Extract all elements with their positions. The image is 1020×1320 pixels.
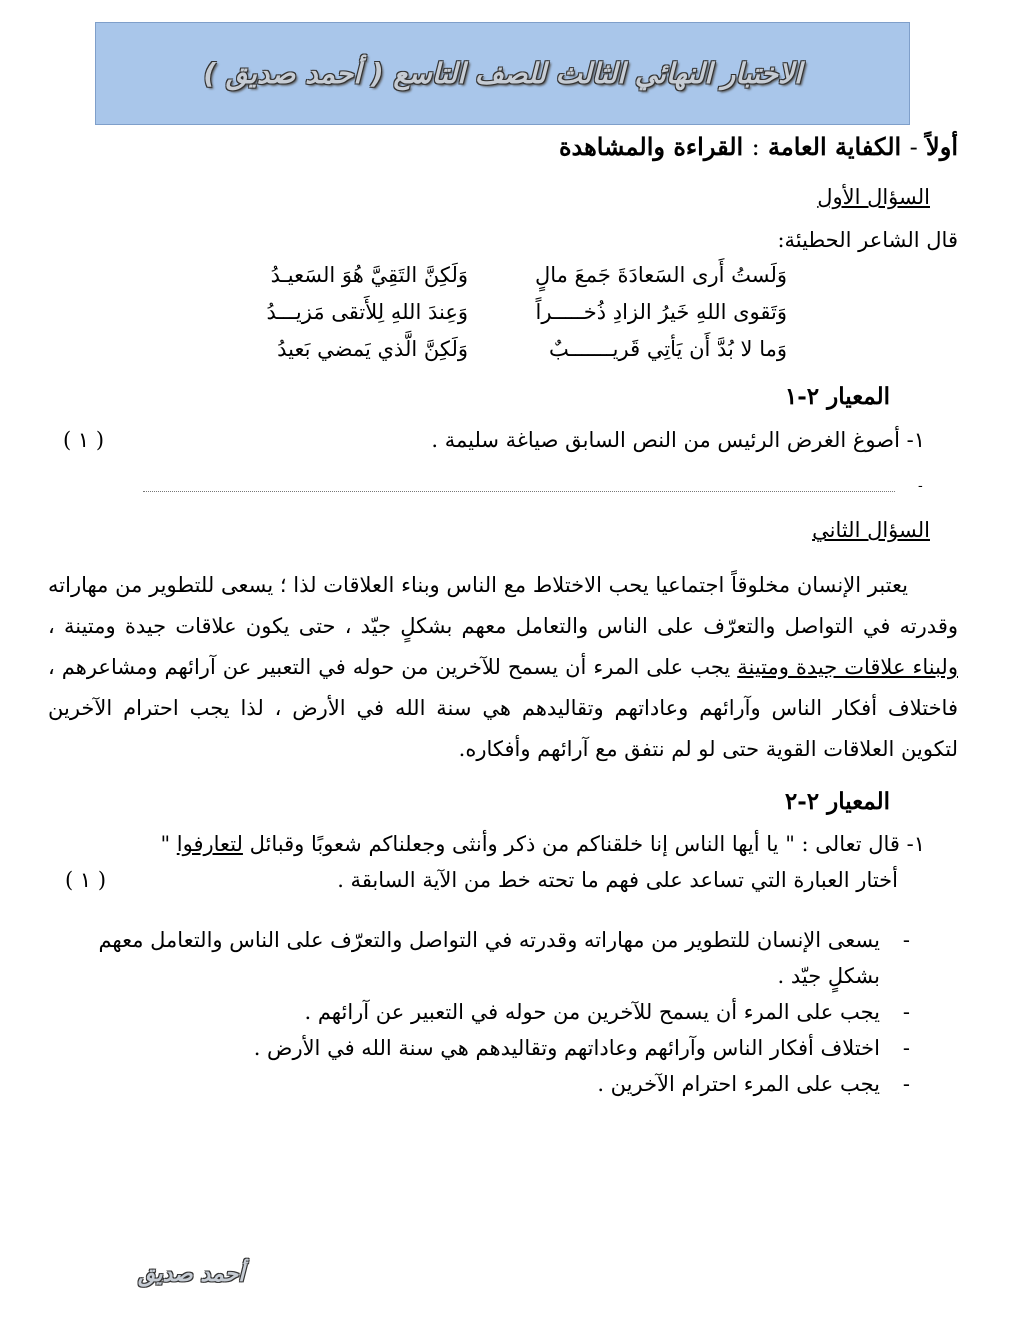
standard-2-1: المعيار ٢-١ (784, 383, 890, 410)
verse-2-second: وَعِندَ اللهِ لِلأَتقى مَزيـــدُ (266, 300, 468, 324)
answer-dash: - (918, 478, 923, 494)
question-2-title: السؤال الثاني (812, 518, 930, 542)
passage-underlined-phrase: ولبناء علاقات جيدة ومتينة (737, 655, 958, 679)
verse-1-first: وَلَستُ أَرى السَعادَةَ جَمعَ مالٍ (534, 263, 787, 287)
answer-line[interactable] (143, 490, 895, 492)
option-2[interactable]: - يجب على المرء أن يسمح للآخرين من حوله في التعبير عن آرائهم . (70, 994, 910, 1030)
verse-quote-end: " (160, 832, 177, 856)
section-heading (559, 132, 958, 161)
section-label: الكفاية العامة (768, 132, 902, 161)
question-2-mark: ( ١ ) (65, 868, 107, 892)
section-colon: : (751, 133, 760, 161)
verse-3-first: وَما لا بُدَّ أَن يَأتِي قَريـــــــبٌ (548, 337, 787, 361)
question-2-item (160, 832, 925, 856)
verse-1-second: وَلَكِنَّ التَقِيَّ هُوَ السَعيـدُ (270, 263, 468, 287)
passage-text-start: يعتبر الإنسان مخلوقاً اجتماعيا يحب الاختلاط مع الناس وبناء العلاقات لذا ؛ يسعى للتطوير من مهاراته وقدرته في التواصل والتعرّف على الناس والتعامل معهم بشكلٍ جيّد ، حتى يكون علاقات جيدة ومتينة ، (48, 573, 958, 638)
poet-intro: قال الشاعر الحطيئة: (777, 228, 958, 252)
passage-text-end: يجب على المرء أن يسمح للآخرين من حوله في التعبير عن آرائهم ومشاعرهم ، فاختلاف أفكار الناس وآرائهم وعاداتهم وتقاليدهم هي سنة الله في الأرض ، لذا يجب احترام الآخرين لتكوين العلاقات القوية حتى لو لم نتفق مع آرائهم وأفكاره. (48, 655, 958, 761)
question-1-title: السؤال الأول (817, 185, 930, 209)
question-2-instruction: أختار العبارة التي تساعد على فهم ما تحته خط من الآية السابقة . (337, 868, 898, 892)
standard-2-2: المعيار ٢-٢ (784, 788, 890, 815)
exam-title: الاختبار النهائي الثالث للصف التاسع ( أحمد صديق ) (203, 57, 802, 90)
question-1-item: ١- أصوغ الغرض الرئيس من النص السابق صياغة سليمة . (431, 428, 925, 452)
verse-3-second: وَلَكِنَّ الَّذي يَمضي بَعيدُ (277, 337, 468, 361)
verse-2-first: وَتَقوى اللهِ خَيرُ الزادِ ذُخـــــراً (535, 300, 787, 324)
option-4[interactable]: - يجب على المرء احترام الآخرين . (70, 1066, 910, 1102)
option-3[interactable]: - اختلاف أفكار الناس وآرائهم وعاداتهم وتقاليدهم هي سنة الله في الأرض . (70, 1030, 910, 1066)
reading-passage (48, 565, 958, 770)
verse-quote-start: ١- قال تعالى : " يا أيها الناس إنا خلقناكم من ذكر وأنثى وجعلناكم شعوبًا وقبائل (242, 832, 925, 856)
answer-options (70, 922, 910, 1102)
verse-underlined-word: لتعارفوا (176, 832, 243, 856)
header-banner (95, 22, 910, 125)
section-number: أولاً (926, 132, 958, 161)
option-1[interactable]: - يسعى الإنسان للتطوير من مهاراته وقدرته في التواصل والتعرّف على الناس والتعامل معهم بشكلٍ جيّد . (70, 922, 910, 994)
question-1-mark: ( ١ ) (63, 428, 105, 452)
section-topic: القراءة والمشاهدة (558, 132, 744, 161)
footer-author: أحمد صديق (138, 1262, 245, 1287)
section-separator: - (909, 133, 918, 161)
